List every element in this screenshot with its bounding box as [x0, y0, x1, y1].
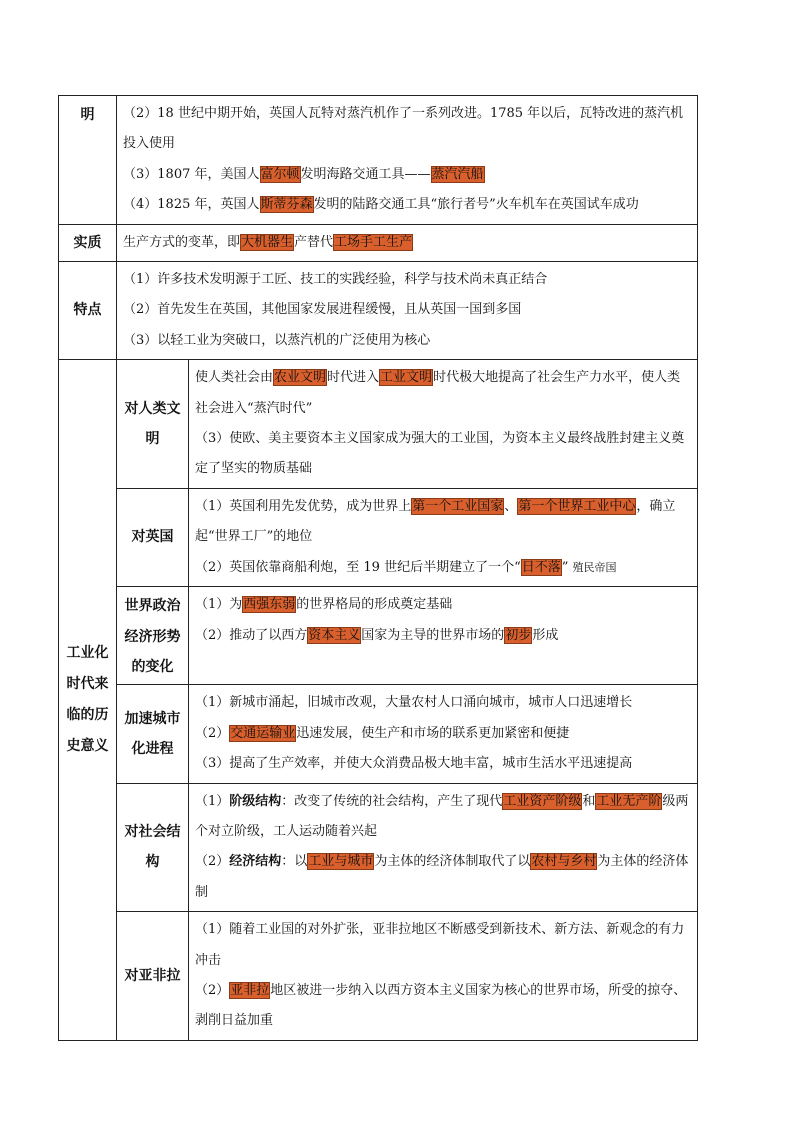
row-sub-5	[59, 912, 698, 1041]
text-line	[195, 492, 693, 553]
sub-content-5	[189, 912, 698, 1041]
highlighted-term: 工业资产阶级	[503, 793, 582, 809]
sub-content-0	[189, 360, 698, 489]
row-label-ming: 明	[59, 96, 117, 225]
text-fragment: 产替代	[294, 234, 334, 250]
highlighted-term: 日不落	[521, 559, 561, 575]
text-line	[195, 749, 693, 779]
highlighted-term: 蒸汽汽船	[431, 166, 484, 182]
row-content-tedian	[117, 262, 698, 360]
text-fragment: （2）首先发生在英国，其他国家发展进程缓慢，且从英国一国到多国	[123, 302, 522, 318]
text-fragment: （1）新城市涌起，旧城市改观，大量农村人口涌向城市，城市人口迅速增长	[195, 695, 633, 711]
highlighted-term: 第一个世界工业中心	[518, 498, 636, 514]
text-fragment: 发明的陆路交通工具“旅行者号”火车机车在英国试车成功	[313, 197, 639, 213]
highlighted-term: 西强东弱	[243, 597, 296, 613]
row-sub-0	[59, 360, 698, 489]
sub-content-1	[189, 488, 698, 586]
text-line	[195, 363, 693, 424]
highlighted-term: 富尔顿	[260, 166, 300, 182]
row-ming	[59, 96, 698, 225]
text-line	[195, 976, 693, 1037]
text-fragment: （2）	[195, 854, 230, 870]
text-line	[123, 265, 693, 295]
text-line	[195, 915, 693, 976]
text-fragment: （2）推动了以西方	[195, 627, 308, 643]
row-sub-1	[59, 488, 698, 586]
text-fragment: ：以	[281, 854, 308, 870]
text-fragment: （1）英国利用先发优势，成为世界上	[195, 498, 412, 514]
text-fragment: ：改变了传统的社会结构，产生了现代	[281, 793, 503, 809]
text-line	[123, 295, 693, 325]
text-line	[123, 326, 693, 356]
text-line	[195, 688, 693, 718]
sub-label-2: 世界政治经济形势的变化	[117, 587, 189, 685]
highlighted-term: 初步	[505, 627, 532, 643]
text-fragment: （2）	[195, 982, 230, 998]
text-fragment: 和	[582, 793, 596, 809]
text-line	[123, 228, 693, 258]
highlighted-term: 工业与城市	[308, 854, 374, 870]
text-fragment: 时代极大地提高了社会生产力水平，使人类社会进入“蒸汽时代”	[195, 370, 681, 416]
text-fragment: 殖民帝国	[572, 560, 617, 574]
text-fragment: ”	[561, 559, 573, 575]
sub-label-3: 加速城市化进程	[117, 685, 189, 783]
sub-content-3	[189, 685, 698, 783]
sub-content-4	[189, 783, 698, 912]
row-label-yiyi: 工业化时代来临的历史意义	[59, 360, 117, 1041]
text-line	[123, 99, 693, 160]
highlighted-term: 交通运输业	[230, 725, 296, 741]
text-fragment: 国家为主导的世界市场的	[361, 627, 505, 643]
text-fragment: 阶级结构	[229, 793, 282, 809]
text-fragment: 级两个对立阶级，工人运动随着兴起	[195, 793, 689, 839]
text-line	[195, 719, 693, 749]
highlighted-term: 工业无产阶	[596, 793, 662, 809]
text-line	[195, 847, 693, 908]
text-fragment: （1）许多技术发明源于工匠、技工的实践经验，科学与技术尚未真正结合	[123, 272, 548, 288]
sub-label-0: 对人类文明	[117, 360, 189, 489]
text-fragment: 地区被进一步纳入以西方资本主义国家为核心的世界市场，所受的掠夺、剥削日益加重	[195, 982, 687, 1029]
row-label-shizhi: 实质	[59, 224, 117, 261]
row-content-shizhi	[117, 224, 698, 261]
text-fragment: （4）1825 年，英国人	[123, 197, 260, 213]
text-fragment: （2）	[195, 725, 230, 741]
text-fragment: 迅速发展，使生产和市场的联系更加紧密和便捷	[296, 725, 570, 741]
text-line	[123, 160, 693, 190]
text-fragment: 的世界格局的形成奠定基础	[296, 597, 453, 613]
text-fragment: （2）18 世纪中期开始，英国人瓦特对蒸汽机作了一系列改进。1785 年以后，瓦特改进的蒸汽机投入使用	[123, 106, 684, 152]
text-fragment: 为主体的经济体制取代了以	[374, 854, 531, 870]
text-fragment: （2）英国依靠商船利炮，至 19 世纪后半期建立了一个“	[195, 559, 521, 575]
highlighted-term: 农业文明	[274, 370, 327, 386]
row-label-tedian: 特点	[59, 262, 117, 360]
text-line	[195, 424, 693, 485]
text-fragment: ，确立起“世界工厂”的地位	[195, 498, 676, 545]
text-fragment: 使人类社会由	[195, 370, 274, 386]
text-fragment: （3）以轻工业为突破口，以蒸汽机的广泛使用为核心	[123, 332, 431, 348]
text-line	[195, 553, 693, 583]
highlighted-term: 工业文明	[380, 370, 433, 386]
highlighted-term: 斯蒂芬森	[260, 197, 313, 213]
highlighted-term: 资本主义	[308, 627, 361, 643]
row-sub-3	[59, 685, 698, 783]
sub-label-5: 对亚非拉	[117, 912, 189, 1041]
text-fragment: 生产方式的变革，即	[123, 234, 241, 250]
text-line	[195, 787, 693, 848]
text-fragment: 形成	[532, 627, 559, 643]
text-fragment: （1）	[195, 793, 230, 809]
text-fragment: （1）为	[195, 597, 243, 613]
row-sub-2	[59, 587, 698, 685]
text-fragment: （3）1807 年，美国人	[123, 166, 260, 182]
highlighted-term: 大机器生	[241, 234, 294, 250]
text-fragment: （1）随着工业国的对外扩张，亚非拉地区不断感受到新技术、新方法、新观念的有力冲击	[195, 922, 685, 968]
row-tedian	[59, 262, 698, 360]
row-shizhi	[59, 224, 698, 261]
sub-label-4: 对社会结构	[117, 783, 189, 912]
text-fragment: 发明海路交通工具——	[300, 166, 431, 182]
sub-content-2	[189, 587, 698, 685]
text-fragment: 、	[504, 498, 518, 514]
row-sub-4	[59, 783, 698, 912]
history-table	[58, 95, 698, 1041]
highlighted-term: 工场手工生产	[334, 234, 413, 250]
sub-label-1: 对英国	[117, 488, 189, 586]
highlighted-term: 第一个工业国家	[412, 498, 504, 514]
row-content-ming	[117, 96, 698, 225]
highlighted-term: 农村与乡村	[531, 854, 597, 870]
text-fragment: 经济结构	[229, 854, 282, 870]
text-fragment: 为主体的经济体制	[195, 854, 689, 900]
highlighted-term: 亚非拉	[230, 982, 270, 998]
text-line	[195, 590, 693, 620]
text-fragment: （3）使欧、美主要资本主义国家成为强大的工业国，为资本主义最终战胜封建主义奠定了坚实的物质基础	[195, 431, 685, 477]
text-fragment: （3）提高了生产效率，并使大众消费品极大地丰富，城市生活水平迅速提高	[195, 756, 633, 772]
text-line	[123, 190, 693, 220]
text-line	[195, 621, 693, 651]
text-fragment: 时代进入	[327, 370, 380, 386]
